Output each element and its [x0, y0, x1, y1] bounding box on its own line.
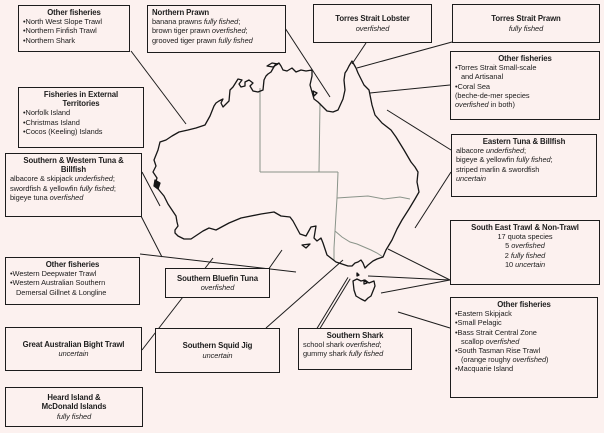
box-title: Other fisheries [47, 8, 101, 17]
leader-line-3 [357, 42, 452, 68]
box-other-fisheries-southeast [450, 297, 598, 398]
status-text: overfished [345, 340, 380, 350]
box-other-fisheries-north [18, 5, 130, 52]
status-text: underfished [485, 146, 525, 156]
label-text: Northern Finfish Trawl [25, 26, 97, 36]
text-line [10, 349, 137, 358]
status-text: fully fished [510, 250, 546, 260]
box-heard-island-mcdonald-islands [5, 387, 143, 427]
box-title: Torres Strait Lobster [335, 14, 410, 24]
text-line [455, 260, 595, 269]
bullet-icon: • [455, 309, 458, 319]
status-text: uncertain [58, 349, 89, 358]
box-title: Heard Island & [47, 393, 101, 403]
label-text: Small Pelagic [457, 318, 502, 328]
label-text: school shark [303, 340, 346, 350]
list-item [10, 278, 135, 287]
text-line [303, 340, 407, 349]
bullet-icon: • [10, 278, 13, 288]
box-other-fisheries-torres-coral [450, 51, 600, 120]
bullet-icon: • [455, 81, 458, 91]
text-line [455, 72, 595, 81]
text-line [456, 146, 592, 155]
box-title: Other fisheries [45, 260, 100, 269]
label-text: Northern Shark [25, 35, 75, 45]
label-text: South Tasman Rise Trawl [457, 346, 541, 356]
status-text: fully fished [516, 155, 551, 165]
list-item [23, 26, 125, 35]
leader-line-9 [381, 280, 450, 293]
label-text: ; [524, 146, 527, 156]
box-title: Other fisheries [497, 300, 551, 309]
state-borders [260, 88, 410, 261]
box-other-fisheries-western [5, 257, 140, 305]
box-title: Northern Prawn [152, 8, 210, 17]
box-southern-squid-jig [155, 328, 280, 373]
label-text: Bass Strait Central Zone [457, 327, 537, 337]
box-southern-western-tuna-billfish [5, 153, 142, 217]
text-line [455, 232, 595, 241]
kangaroo-island [302, 244, 310, 248]
box-torres-strait-prawn [452, 4, 600, 43]
status-text: overfished [49, 192, 84, 202]
list-item [455, 364, 593, 373]
label-text: 10 [504, 259, 516, 269]
box-title: Torres Strait Prawn [491, 14, 561, 24]
label-text: in both) [488, 100, 515, 110]
bullet-icon: • [23, 26, 26, 36]
bullet-icon: • [455, 318, 458, 328]
list-item [23, 36, 125, 45]
box-title: Southern Squid Jig [182, 341, 253, 351]
box-title: South East Trawl & Non-Trawl [471, 223, 579, 232]
label-text: bigeye & yellowfin [456, 155, 517, 165]
label-text: Eastern Skipjack [457, 309, 512, 319]
leader-line-17 [319, 279, 350, 330]
label-text: ) [546, 355, 549, 365]
status-text: overfished [211, 26, 246, 36]
status-text: underfished [74, 174, 113, 184]
melville-island [267, 63, 278, 67]
list-item [23, 108, 139, 117]
label-text: grooved tiger prawn [152, 35, 219, 45]
text-line [456, 155, 592, 164]
text-line [455, 100, 595, 109]
text-line [455, 337, 593, 346]
label-text: 17 quota species [497, 232, 553, 242]
label-text: Western Deepwater Trawl [12, 269, 97, 279]
shark-bay [154, 180, 160, 189]
list-item [455, 346, 593, 355]
label-text: bigeye tuna [10, 192, 50, 202]
label-text: Coral Sea [457, 81, 490, 91]
label-text: striped marlin & swordfish [456, 164, 540, 174]
box-great-australian-bight-trawl [5, 327, 142, 371]
text-line [10, 288, 135, 297]
label-text: Demersal Gillnet & Longline [16, 287, 107, 297]
bullet-icon: • [23, 108, 26, 118]
box-title: Territories [62, 99, 100, 109]
text-line [152, 17, 281, 26]
label-text: Macquarie Island [457, 364, 514, 374]
box-title: Southern Shark [326, 331, 384, 340]
bullet-icon: • [455, 327, 458, 337]
bullet-icon: • [23, 126, 26, 136]
box-eastern-tuna-billfish [451, 134, 597, 197]
status-text: fully fished [203, 17, 239, 27]
bullet-icon: • [455, 346, 458, 356]
list-item [455, 63, 595, 72]
box-title: McDonald Islands [41, 402, 107, 412]
label-text: Cocos (Keeling) Islands [25, 126, 103, 136]
groote-eylandt [313, 91, 317, 96]
status-text: overfished [485, 336, 520, 346]
label-text: swordfish & yellowfin [10, 183, 80, 193]
status-text: overfished [455, 100, 489, 110]
text-line [455, 355, 593, 364]
box-title: Great Australian Bight Trawl [22, 339, 125, 349]
status-text: overfished [512, 355, 547, 365]
list-item [455, 318, 593, 327]
text-line [456, 174, 592, 183]
label-text: 2 [504, 250, 511, 260]
leader-line-7 [388, 249, 450, 280]
text-line [10, 193, 137, 202]
leader-line-6 [415, 172, 451, 228]
text-line [10, 184, 137, 193]
text-line [456, 165, 592, 174]
box-title: Fisheries in External [43, 90, 119, 99]
box-fisheries-external-territories [18, 87, 144, 148]
list-item [455, 328, 593, 337]
leader-line-17 [317, 277, 348, 328]
leader-line-8 [368, 276, 450, 280]
bullet-icon: • [23, 117, 26, 127]
box-title: Eastern Tuna & Billfish [482, 137, 566, 146]
leader-line-10 [398, 312, 450, 328]
label-text: scallop [461, 336, 486, 346]
box-title: Southern Bluefin Tuna [177, 273, 258, 283]
text-line [170, 283, 265, 292]
status-text: fully fished [56, 411, 92, 421]
box-torres-strait-lobster [313, 4, 432, 43]
label-text: albacore & skipjack [10, 174, 75, 184]
label-text: 5 [505, 241, 512, 251]
leader-line-15 [268, 250, 282, 270]
text-line [457, 24, 595, 33]
leader-line-2 [352, 43, 366, 64]
text-line [152, 36, 281, 45]
list-item [23, 127, 139, 136]
bullet-icon: • [455, 364, 458, 374]
label-text: Norfolk Island [25, 108, 71, 118]
label-text: ; [245, 26, 248, 36]
label-text: banana prawns [152, 17, 204, 27]
label-text: brown tiger prawn [152, 26, 212, 36]
box-south-east-trawl-non-trawl [450, 220, 600, 285]
box-title: Billfish [60, 165, 87, 175]
label-text: ; [113, 183, 116, 193]
australia-coastline [153, 61, 419, 301]
status-text: fully fished [508, 23, 544, 33]
status-text: overfished [355, 23, 390, 33]
box-title: Other fisheries [498, 54, 552, 63]
label-text: Christmas Island [25, 117, 80, 127]
list-item [455, 82, 595, 91]
label-text: gummy shark [303, 349, 349, 359]
status-text: overfished [200, 283, 235, 292]
status-text: overfished [511, 241, 545, 251]
list-item [23, 17, 125, 26]
text-line [10, 174, 137, 183]
text-line [455, 251, 595, 260]
bullet-icon: • [23, 35, 26, 45]
text-line [152, 26, 281, 35]
king-island [357, 273, 359, 276]
status-text: uncertain [515, 259, 546, 269]
label-text: ; [112, 174, 115, 184]
label-text: ; [550, 155, 553, 165]
box-southern-bluefin-tuna [165, 268, 270, 298]
text-line [303, 349, 407, 358]
label-text: and Artisanal [461, 72, 504, 82]
status-text: fully fished [79, 183, 114, 193]
bullet-icon: • [455, 63, 458, 73]
bullet-icon: • [23, 17, 26, 27]
list-item [23, 118, 139, 127]
bullet-icon: • [10, 269, 13, 279]
box-southern-shark [298, 328, 412, 370]
status-text: fully fished [218, 35, 253, 45]
leader-line-5 [387, 110, 451, 150]
text-line [10, 412, 138, 421]
leader-lines [131, 28, 452, 350]
list-item [10, 269, 135, 278]
leader-line-12 [141, 216, 162, 257]
label-text: ; [379, 340, 382, 350]
text-line [160, 351, 275, 360]
label-text: North West Slope Trawl [25, 17, 102, 27]
box-title: Southern & Western Tuna & [23, 156, 124, 165]
label-text: Torres Strait Small-scale [457, 63, 537, 73]
leader-line-4 [370, 85, 450, 93]
text-line [455, 241, 595, 250]
label-text: (orange roughy [461, 355, 513, 365]
box-northern-prawn [147, 5, 286, 53]
text-line [318, 24, 427, 33]
list-item [455, 309, 593, 318]
label-text: ; [238, 17, 241, 27]
status-text: fully fished [348, 349, 384, 359]
text-line [455, 91, 595, 100]
status-text: uncertain [456, 173, 486, 183]
status-text: uncertain [202, 350, 233, 360]
label-text: (beche-de-mer species [455, 90, 530, 100]
label-text: albacore [456, 146, 486, 156]
label-text: Western Australian Southern [12, 278, 106, 288]
